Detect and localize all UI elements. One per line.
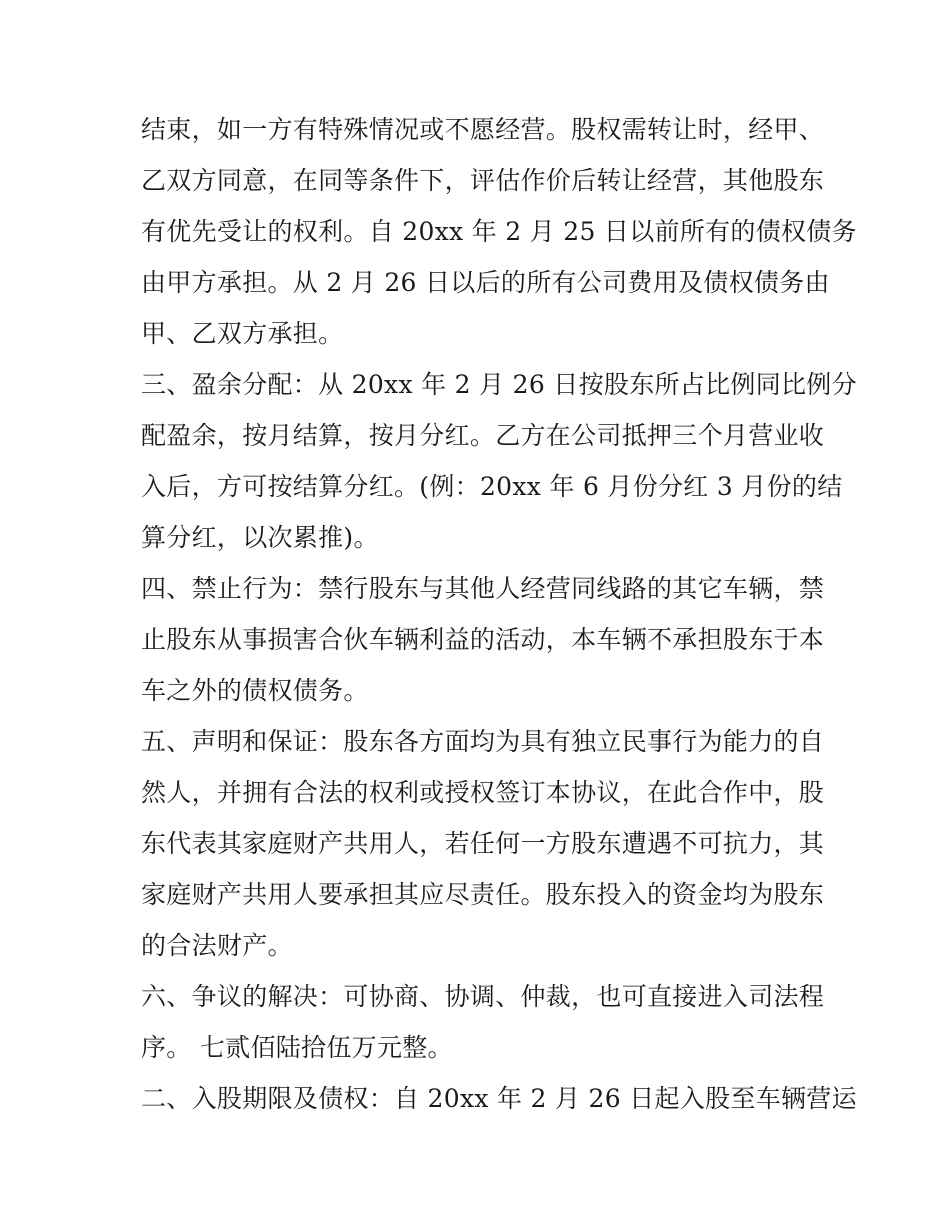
text-line: 配盈余，按月结算，按月分红。乙方在公司抵押三个月营业收 xyxy=(141,421,825,450)
text-line: 序。 七贰佰陆拾伍万元整。 xyxy=(141,1033,453,1062)
text-line: 甲、乙双方承担。 xyxy=(141,319,344,348)
text-line: 二、入股期限及债权：自 20xx 年 2 月 26 日起入股至车辆营运 xyxy=(141,1084,857,1113)
text-line: 五、声明和保证：股东各方面均为具有独立民事行为能力的自 xyxy=(141,727,825,756)
document-body xyxy=(141,110,857,1130)
text-line: 有优先受让的权利。自 20xx 年 2 月 25 日以前所有的债权债务 xyxy=(141,217,857,246)
text-line: 的合法财产。 xyxy=(141,931,293,960)
text-line: 家庭财产共用人要承担其应尽责任。股东投入的资金均为股东 xyxy=(141,880,825,909)
text-line: 然人，并拥有合法的权利或授权签订本协议，在此合作中，股 xyxy=(141,778,825,807)
text-line: 六、争议的解决：可协商、协调、仲裁，也可直接进入司法程 xyxy=(141,982,825,1011)
text-line: 三、盈余分配：从 20xx 年 2 月 26 日按股东所占比例同比例分 xyxy=(141,370,857,399)
text-line: 乙双方同意，在同等条件下，评估作价后转让经营，其他股东 xyxy=(141,166,825,195)
text-line: 算分红，以次累推)。 xyxy=(141,523,379,552)
text-line: 结束，如一方有特殊情况或不愿经营。股权需转让时，经甲、 xyxy=(141,115,825,144)
text-line: 车之外的债权债务。 xyxy=(141,676,369,705)
text-line: 四、禁止行为：禁行股东与其他人经营同线路的其它车辆，禁 xyxy=(141,574,825,603)
text-line: 东代表其家庭财产共用人，若任何一方股东遭遇不可抗力，其 xyxy=(141,829,825,858)
text-line: 止股东从事损害合伙车辆利益的活动，本车辆不承担股东于本 xyxy=(141,625,825,654)
text-line: 入后，方可按结算分红。(例：20xx 年 6 月份分红 3 月份的结 xyxy=(141,472,843,501)
text-line: 由甲方承担。从 2 月 26 日以后的所有公司费用及债权债务由 xyxy=(141,268,830,297)
